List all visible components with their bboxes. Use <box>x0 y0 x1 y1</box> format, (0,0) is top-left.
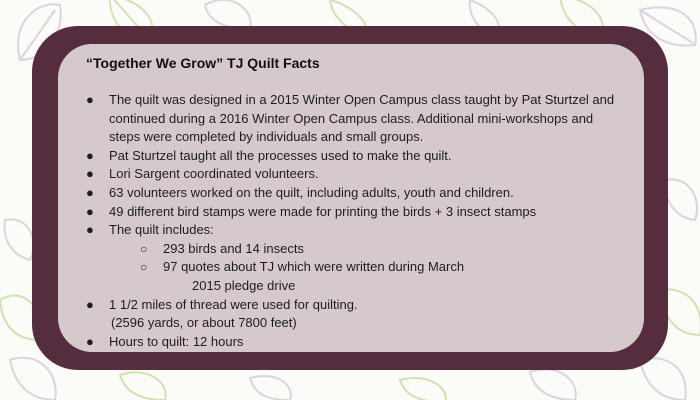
fact-item <box>84 165 624 184</box>
fact-text: Lori Sargent coordinated volunteers. <box>109 166 319 182</box>
bullet-icon: ● <box>86 222 94 238</box>
fact-item <box>84 147 624 166</box>
bullet-icon: ● <box>86 203 94 219</box>
card-title: “Together We Grow” TJ Quilt Facts <box>86 55 320 71</box>
fact-item <box>84 203 624 222</box>
leaf-icon <box>120 372 166 400</box>
leaf-icon <box>665 179 697 220</box>
fact-text: The quilt includes: <box>109 222 214 238</box>
bullet-icon: ● <box>86 333 94 349</box>
sub-item <box>109 240 624 259</box>
facts-list <box>84 91 624 351</box>
fact-text: The quilt was designed in a 2015 Winter Open Campus class taught by Pat Sturtzel and <box>109 92 615 107</box>
leaf-icon <box>530 369 576 400</box>
bullet-icon: ● <box>86 184 94 200</box>
sub-list <box>109 240 624 296</box>
leaf-icon <box>4 219 33 260</box>
sub-item <box>109 258 624 295</box>
fact-text: continued during a 2016 Winter Open Campus class. Additional mini-workshops and <box>109 110 594 126</box>
bullet-icon: ● <box>86 296 94 312</box>
sub-text: 293 birds and 14 insects <box>163 240 304 256</box>
leaf-icon <box>205 0 251 28</box>
leaf-icon <box>250 376 291 400</box>
fact-item <box>84 221 624 295</box>
fact-item <box>84 296 624 333</box>
leaf-icon <box>10 358 56 400</box>
fact-text: Pat Sturtzel taught all the processes used to make the quilt. <box>109 147 452 163</box>
fact-item <box>84 184 624 203</box>
hollow-bullet-icon: ○ <box>140 241 148 256</box>
fact-text: 63 volunteers worked on the quilt, including adults, youth and children. <box>109 184 514 200</box>
sub-text: 97 quotes about TJ which were written during March <box>163 259 465 275</box>
fact-text: (2596 yards, or about 7800 feet) <box>111 315 297 331</box>
bullet-icon: ● <box>86 92 94 107</box>
leaf-icon <box>640 358 686 400</box>
sub-text: 2015 pledge drive <box>192 277 296 293</box>
fact-item <box>84 91 624 147</box>
fact-text: 49 different bird stamps were made for printing the birds + 3 insect stamps <box>109 203 537 219</box>
leaf-icon <box>400 378 446 400</box>
fact-text: steps were completed by individuals and small groups. <box>109 129 424 145</box>
bullet-icon: ● <box>86 147 94 163</box>
bullet-icon: ● <box>86 166 94 182</box>
fact-text: 1 1/2 miles of thread were used for quilting. <box>109 296 358 312</box>
fact-text: Hours to quilt: 12 hours <box>109 333 244 349</box>
hollow-bullet-icon: ○ <box>140 260 148 275</box>
fact-item <box>84 333 624 352</box>
